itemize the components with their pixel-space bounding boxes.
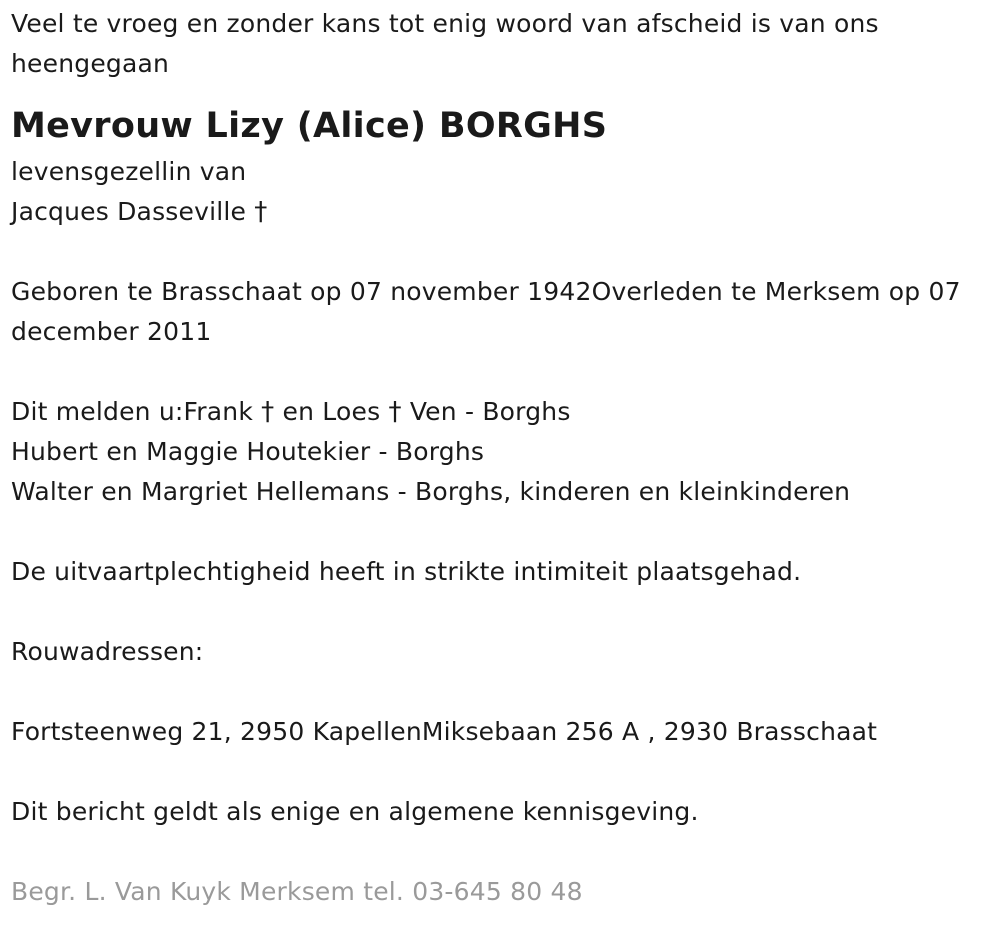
notice-text: Dit bericht geldt als enige en algemene kennisgeving. (11, 797, 699, 826)
family-line-1-suffix: Ven - Borghs (409, 397, 571, 426)
relation-text: levensgezellin van (11, 157, 247, 186)
addresses-label: Rouwadressen: (11, 637, 204, 666)
cross-icon: † (254, 197, 268, 227)
family-line-3: Walter en Margriet Hellemans - Borghs, kinderen en kleinkinderen (11, 477, 851, 506)
addresses-text: Fortsteenweg 21, 2950 KapellenMiksebaan 256 A , 2930 Brasschaat (11, 717, 878, 746)
family-line-1-mid: en Loes (282, 397, 381, 426)
deceased-name: Mevrouw Lizy (Alice) BORGHS (11, 106, 608, 146)
intro-text: Veel te vroeg en zonder kans tot enig woord van afscheid is van ons heengegaan (11, 9, 879, 78)
partner-line (11, 192, 986, 232)
funeral-home-footer: Begr. L. Van Kuyk Merksem tel. 03-645 80 48 (11, 877, 583, 906)
cross-icon: † (261, 397, 275, 427)
partner-name: Jacques Dasseville (11, 197, 247, 226)
family-line-1-prefix: Dit melden u:Frank (11, 397, 254, 426)
family-line-2: Hubert en Maggie Houtekier - Borghs (11, 437, 485, 466)
funeral-text: De uitvaartplechtigheid heeft in strikte intimiteit plaatsgehad. (11, 557, 802, 586)
death-notice (11, 4, 986, 912)
birth-death-dates: Geboren te Brasschaat op 07 november 1942Overleden te Merksem op 07 december 2011 (11, 277, 961, 346)
cross-icon: † (388, 397, 402, 427)
family-line-1 (11, 392, 986, 432)
